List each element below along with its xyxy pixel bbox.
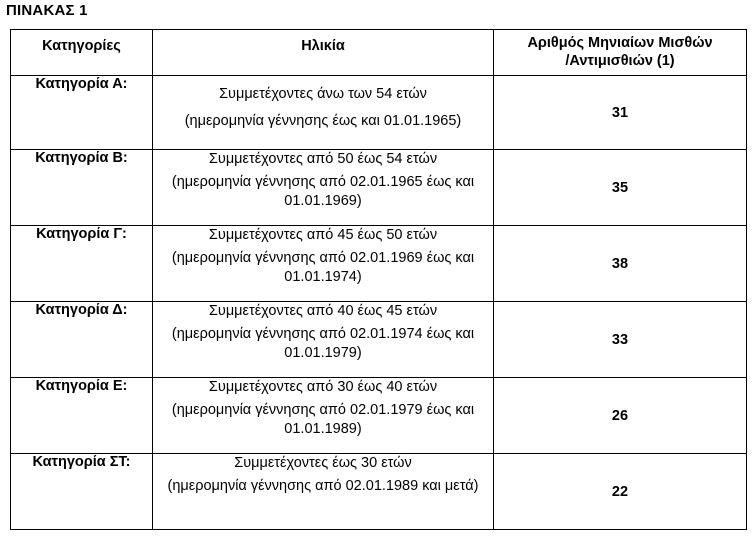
salaries-cell: 35 (494, 150, 747, 226)
salaries-cell: 31 (494, 76, 747, 150)
salaries-cell: 26 (494, 378, 747, 454)
age-cell (153, 378, 494, 454)
header-age: Ηλικία (153, 30, 494, 76)
age-cell (153, 226, 494, 302)
table-row (11, 150, 747, 226)
age-description: Συμμετέχοντες από 45 έως 50 ετών (208, 227, 438, 243)
birthdate-range: (ημερομηνία γέννησης από 02.01.1979 έως και 01.01.1989) (171, 402, 475, 437)
age-description: Συμμετέχοντες από 30 έως 40 ετών (208, 379, 438, 395)
table-row (11, 226, 747, 302)
table-title: ΠΙΝΑΚΑΣ 1 (6, 2, 88, 19)
birthdate-range: (ημερομηνία γέννησης έως και 01.01.1965) (184, 113, 462, 129)
category-cell: Κατηγορία ΣΤ: (11, 454, 153, 530)
table-header-row (11, 30, 747, 76)
table-row (11, 454, 747, 530)
age-description: Συμμετέχοντες έως 30 ετών (234, 455, 412, 471)
birthdate-range: (ημερομηνία γέννησης από 02.01.1969 έως και 01.01.1974) (171, 250, 475, 285)
birthdate-range: (ημερομηνία γέννησης από 02.01.1974 έως και 01.01.1979) (171, 326, 475, 361)
salaries-cell: 22 (494, 454, 747, 530)
table-row (11, 302, 747, 378)
age-description: Συμμετέχοντες άνω των 54 ετών (219, 86, 427, 102)
age-cell (153, 302, 494, 378)
salaries-cell: 33 (494, 302, 747, 378)
age-cell (153, 76, 494, 150)
age-cell (153, 150, 494, 226)
birthdate-range: (ημερομηνία γέννησης από 02.01.1989 και μετά) (167, 478, 479, 494)
table-row (11, 76, 747, 150)
category-cell: Κατηγορία Α: (11, 76, 153, 150)
birthdate-range: (ημερομηνία γέννησης από 02.01.1965 έως και 01.01.1969) (171, 174, 475, 209)
categories-table (10, 29, 747, 530)
header-category: Κατηγορίες (11, 30, 153, 76)
category-cell: Κατηγορία Δ: (11, 302, 153, 378)
table-row (11, 378, 747, 454)
age-cell (153, 454, 494, 530)
age-description: Συμμετέχοντες από 40 έως 45 ετών (208, 303, 438, 319)
salaries-cell: 38 (494, 226, 747, 302)
category-cell: Κατηγορία Ε: (11, 378, 153, 454)
category-cell: Κατηγορία Γ: (11, 226, 153, 302)
category-cell: Κατηγορία Β: (11, 150, 153, 226)
age-description: Συμμετέχοντες από 50 έως 54 ετών (208, 151, 438, 167)
header-salaries (494, 30, 747, 76)
header-salaries-line2: /Αντιμισθιών (1) (565, 53, 675, 69)
header-salaries-line1: Αριθμός Μηνιαίων Μισθών (527, 35, 713, 51)
